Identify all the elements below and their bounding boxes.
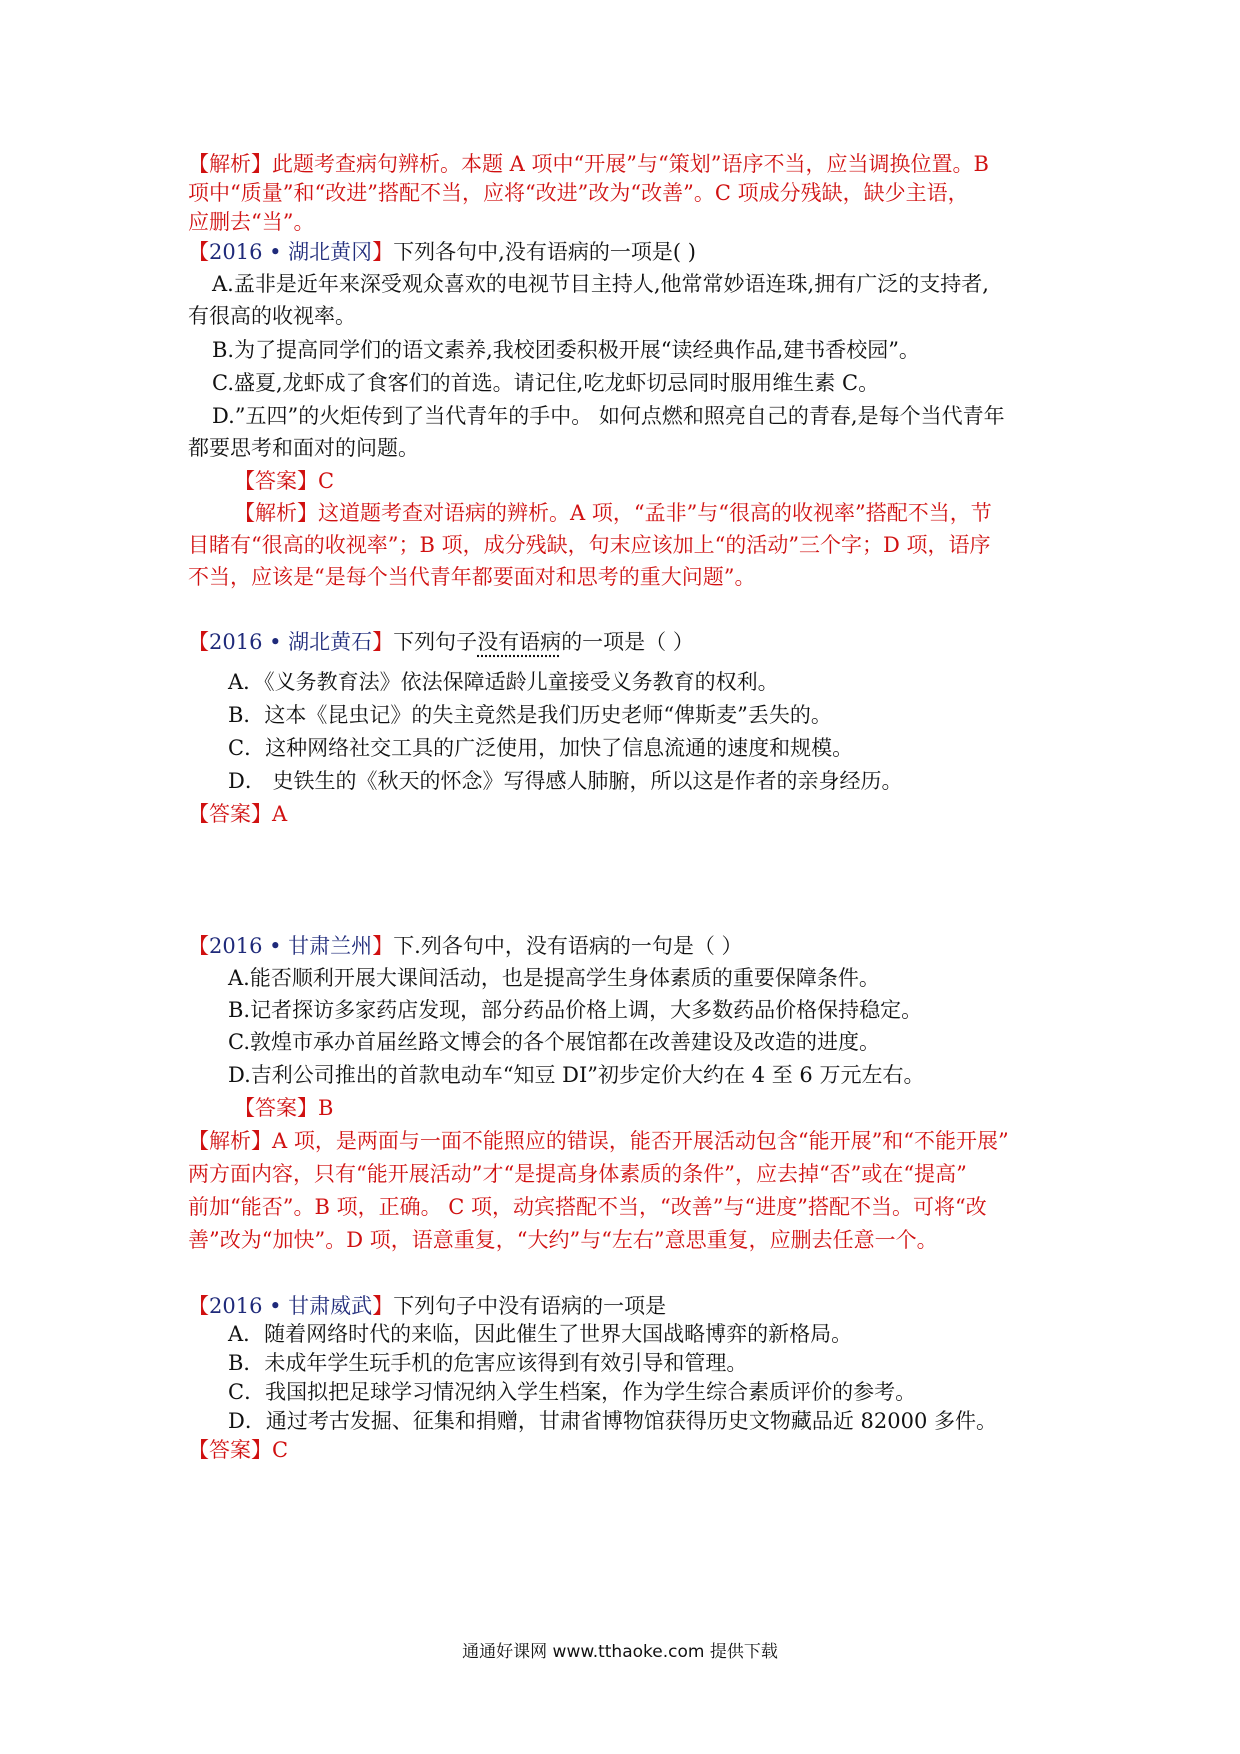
- option-line: A.孟非是近年来深受观众喜欢的电视节目主持人,他常常妙语连珠,拥有广泛的支持者,: [212, 272, 989, 296]
- analysis-line: 不当，应该是“是每个当代青年都要面对和思考的重大问题”。: [188, 565, 756, 589]
- analysis-line: 【解析】此题考查病句辨析。本题 A 项中“开展”与“策划”语序不当，应当调换位置。B: [188, 152, 989, 176]
- analysis-line: 应删去“当”。: [188, 210, 315, 234]
- option-line: A．随着网络时代的来临，因此催生了世界大国战略博弈的新格局。: [228, 1322, 853, 1346]
- bracket-open: 【: [188, 1294, 209, 1318]
- question-stem: 下列各句中,没有语病的一项是( ): [393, 240, 696, 264]
- answer: 【答案】B: [234, 1096, 334, 1120]
- option-line: C．这种网络社交工具的广泛使用，加快了信息流通的速度和规模。: [228, 736, 854, 760]
- question-source: 2016 • 湖北黄石: [209, 630, 373, 654]
- analysis-line: 两方面内容，只有“能开展活动”才“是提高身体素质的条件”，应去掉“否”或在“提高”: [188, 1162, 967, 1186]
- option-line: D．通过考古发掘、征集和捐赠，甘肃省博物馆获得历史文物藏品近 82000 多件。: [228, 1409, 997, 1433]
- question-stem-prefix: 下列句子: [393, 630, 478, 654]
- question-source: 2016 • 甘肃兰州: [209, 934, 373, 958]
- option-line: B．这本《昆虫记》的失主竟然是我们历史老师“俾斯麦”丢失的。: [228, 703, 832, 727]
- option-line: 有很高的收视率。: [188, 304, 356, 328]
- answer: 【答案】C: [234, 469, 335, 493]
- analysis-line: 【解析】A 项，是两面与一面不能照应的错误，能否开展活动包含“能开展”和“不能开展”: [188, 1129, 1009, 1153]
- bracket-open: 【: [188, 630, 209, 654]
- option-line: B.记者探访多家药店发现，部分药品价格上调，大多数药品价格保持稳定。: [228, 998, 923, 1022]
- bracket-close: 】: [372, 240, 394, 264]
- option-line: D.吉利公司推出的首款电动车“知豆 DI”初步定价大约在 4 至 6 万元左右。: [228, 1063, 925, 1087]
- question-stem-emphasis: 没有语病: [477, 630, 562, 654]
- bracket-close: 】: [372, 630, 394, 654]
- question-header: [188, 932, 743, 961]
- option-line: C.盛夏,龙虾成了食客们的首选。请记住,吃龙虾切忌同时服用维生素 C。: [212, 371, 880, 395]
- question-stem-suffix: 的一项是（ ）: [561, 630, 694, 654]
- answer: 【答案】A: [188, 802, 288, 826]
- answer: 【答案】C: [188, 1438, 289, 1462]
- option-line: B.为了提高同学们的语文素养,我校团委积极开展“读经典作品,建书香校园”。: [212, 338, 920, 362]
- option-line: C.敦煌市承办首届丝路文博会的各个展馆都在改善建设及改造的进度。: [228, 1030, 880, 1054]
- question-source: 2016 • 湖北黄冈: [209, 240, 373, 264]
- analysis-line: 前加“能否”。B 项，正确。 C 项，动宾搭配不当，“改善”与“进度”搭配不当。可将“改: [188, 1195, 987, 1219]
- question-stem: 下.列各句中，没有语病的一句是（ ）: [393, 934, 743, 958]
- bracket-close: 】: [372, 934, 394, 958]
- analysis-line: 【解析】这道题考查对语病的辨析。A 项，“孟非”与“很高的收视率”搭配不当，节: [234, 501, 992, 525]
- option-line: A.能否顺利开展大课间活动，也是提高学生身体素质的重要保障条件。: [228, 966, 880, 990]
- bracket-open: 【: [188, 934, 209, 958]
- option-line: A．《义务教育法》依法保障适龄儿童接受义务教育的权利。: [228, 670, 779, 694]
- question-header: [188, 238, 696, 267]
- option-line: B．未成年学生玩手机的危害应该得到有效引导和管理。: [228, 1351, 748, 1375]
- page-footer: 通通好课网 www.tthaoke.com 提供下载: [462, 1642, 778, 1662]
- option-line: 都要思考和面对的问题。: [188, 436, 419, 460]
- analysis-line: 目睹有“很高的收视率”；B 项，成分残缺，句末应该加上“的活动”三个字；D 项，语序: [188, 533, 991, 557]
- analysis-line: 善”改为“加快”。D 项，语意重复，“大约”与“左右”意思重复，应删去任意一个。: [188, 1228, 938, 1252]
- question-stem: 下列句子中没有语病的一项是: [393, 1294, 667, 1318]
- question-header: [188, 1292, 666, 1321]
- bracket-close: 】: [372, 1294, 394, 1318]
- analysis-line: 项中“质量”和“改进”搭配不当，应将“改进”改为“改善”。C 项成分残缺，缺少主语，: [188, 181, 969, 205]
- option-line: D． 史铁生的《秋天的怀念》写得感人肺腑，所以这是作者的亲身经历。: [228, 769, 903, 793]
- option-line: D.”五四”的火炬传到了当代青年的手中。 如何点燃和照亮自己的青春,是每个当代青年: [212, 404, 1005, 428]
- bracket-open: 【: [188, 240, 209, 264]
- question-header: [188, 628, 694, 657]
- question-source: 2016 • 甘肃威武: [209, 1294, 373, 1318]
- option-line: C．我国拟把足球学习情况纳入学生档案，作为学生综合素质评价的参考。: [228, 1380, 917, 1404]
